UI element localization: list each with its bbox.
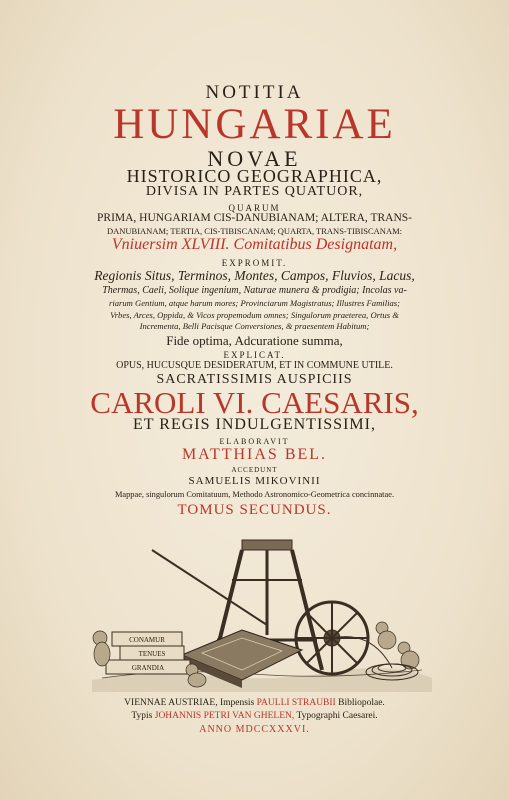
- plinth-label-grandia: GRANDIA: [131, 664, 165, 672]
- title-line-sacratissimis: SACRATISSIMIS AUSPICIIS: [156, 372, 353, 387]
- title-line-mikovinii: SAMUELIS MIKOVINII: [188, 475, 321, 487]
- title-line-explicat: EXPLICAT.: [223, 350, 286, 360]
- title-line-hungariae: HUNGARIAE: [113, 101, 396, 148]
- title-line-accedunt: ACCEDUNT: [231, 466, 278, 474]
- title-line-quarum: QUARUM: [228, 203, 281, 213]
- imprint-typis: Typis: [131, 711, 153, 721]
- title-line-elaboravit: ELABORAVIT: [219, 437, 290, 446]
- title-line-danubianam: DANUBIANAM; TERTIA, CIS-TIBISCANAM; QUARTA, TRANS-TIBISCANAM:: [106, 226, 403, 236]
- imprint-year: ANNO MDCCXXXVI.: [199, 724, 310, 735]
- title-line-regionis: Regionis Situs, Terminos, Montes, Campos, Fluvios, Lacus,: [94, 268, 415, 283]
- title-line-et-regis: ET REGIS INDULGENTISSIMI,: [133, 416, 376, 433]
- title-line-opus: OPUS, HUCUSQUE DESIDERATUM, ET IN COMMUNE UTILE.: [116, 360, 393, 371]
- title-line-incrementa: Incrementa, Belli Pacisque Conversiones, & praesentem Habitum;: [139, 321, 370, 331]
- title-line-vrbes: Vrbes, Arces, Oppida, & Vicos propemodum omnes; Singulorum praeterea, Ortus &: [110, 310, 399, 320]
- imprint-typographi: Typographi Caesarei.: [296, 711, 378, 721]
- imprint-printer: JOHANNIS PETRI VAN GHELEN,: [154, 711, 295, 721]
- imprint-line-2: [0, 711, 509, 721]
- title-line-expromit: EXPROMIT.: [221, 258, 288, 268]
- title-line-novae: NOVAE: [207, 146, 302, 171]
- title-line-tomus: TOMUS SECUNDUS.: [177, 502, 332, 518]
- title-line-matthias-bel: MATTHIAS BEL.: [181, 446, 328, 463]
- title-line-historico: HISTORICO GEOGRAPHICA,: [126, 166, 383, 186]
- plinth-label-conamur: CONAMUR: [129, 636, 165, 644]
- plinth-stack: [106, 632, 190, 674]
- title-line-mappae: Mappae, singulorum Comitatuum, Methodo Astronomico-Geometrica concinnatae.: [114, 490, 395, 499]
- imprint-place: VIENNAE AUSTRIAE, Impensis: [124, 698, 255, 708]
- title-line-fide: Fide optima, Adcuratione summa,: [166, 333, 343, 348]
- plinth-label-tenues: TENUES: [138, 650, 166, 658]
- imprint-bibliopolae: Bibliopolae.: [338, 698, 385, 708]
- title-line-vniuersim: Vniuersim XLVIII. Comitatibus Designatam,: [111, 236, 398, 253]
- title-line-notitia: NOTITIA: [205, 82, 304, 103]
- title-line-divisa: DIVISA IN PARTES QUATUOR,: [145, 184, 364, 199]
- imprint-publisher: PAULLI STRAUBII: [256, 698, 336, 708]
- title-line-riarum: riarum Gentium, atque harum mores; Provinciarum Magistratus; Illustres Familias;: [109, 298, 400, 308]
- title-line-thermas: Thermas, Caeli, Solique ingenium, Naturae munera & prodigia; Incolas va-: [102, 285, 407, 296]
- engraved-vignette: [92, 520, 432, 692]
- imprint-line-1: [0, 698, 509, 708]
- title-line-prima: PRIMA, HUNGARIAM CIS-DANUBIANAM; ALTERA, TRANS-: [97, 212, 412, 224]
- title-line-caroli: CAROLI VI. CAESARIS,: [90, 385, 419, 420]
